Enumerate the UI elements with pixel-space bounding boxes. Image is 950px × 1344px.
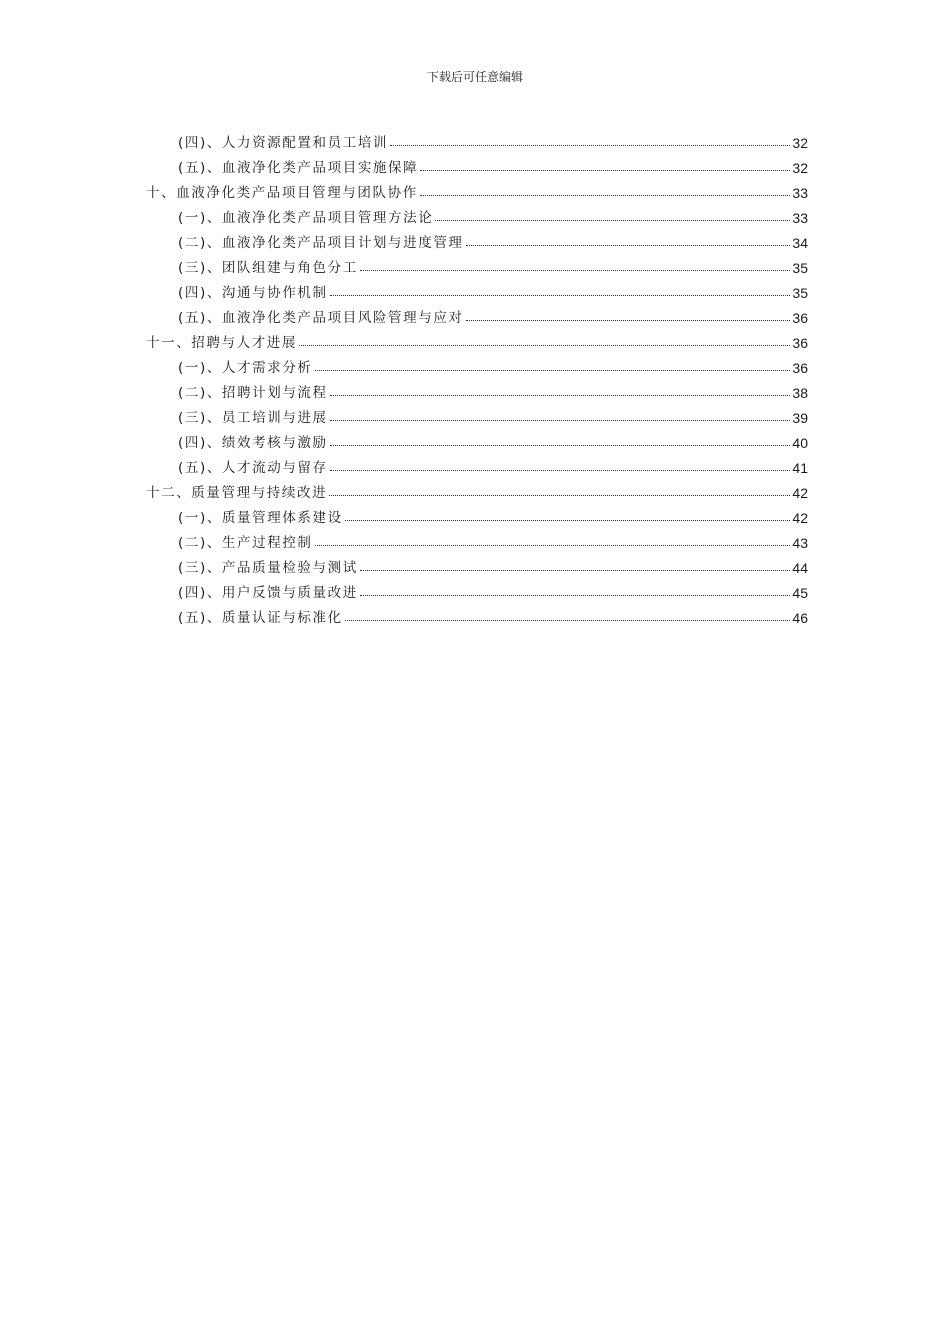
toc-chapter-entry[interactable]	[146, 176, 808, 201]
toc-page-number: 43	[792, 535, 808, 551]
toc-entry-title: (二)、招聘计划与流程	[178, 385, 328, 401]
toc-entry-title: (五)、人才流动与留存	[178, 460, 328, 476]
toc-entry-title: (一)、质量管理体系建设	[178, 510, 343, 526]
toc-dot-leader	[330, 295, 791, 296]
toc-section-entry[interactable]	[146, 351, 808, 376]
toc-dot-leader	[345, 620, 791, 621]
toc-dot-leader	[330, 395, 791, 396]
toc-page-number: 41	[792, 460, 808, 476]
toc-section-entry[interactable]	[146, 501, 808, 526]
table-of-contents	[146, 126, 808, 626]
toc-dot-leader	[315, 545, 791, 546]
toc-dot-leader	[360, 270, 791, 271]
toc-entry-title: 十、血液净化类产品项目管理与团队协作	[146, 185, 418, 201]
toc-dot-leader	[390, 145, 790, 146]
toc-section-entry[interactable]	[146, 226, 808, 251]
toc-page-number: 33	[792, 210, 808, 226]
toc-entry-title: (一)、血液净化类产品项目管理方法论	[178, 210, 434, 226]
toc-chapter-entry[interactable]	[146, 476, 808, 501]
toc-section-entry[interactable]	[146, 426, 808, 451]
toc-entry-title: (五)、血液净化类产品项目实施保障	[178, 160, 419, 176]
toc-dot-leader	[466, 320, 791, 321]
toc-entry-title: (二)、血液净化类产品项目计划与进度管理	[178, 235, 464, 251]
toc-page-number: 33	[792, 185, 808, 201]
toc-section-entry[interactable]	[146, 526, 808, 551]
toc-dot-leader	[466, 245, 791, 246]
toc-entry-title: 十一、招聘与人才进展	[146, 335, 297, 351]
toc-entry-title: 十二、质量管理与持续改进	[146, 485, 328, 501]
toc-page-number: 32	[792, 160, 808, 176]
toc-page-number: 39	[792, 410, 808, 426]
toc-section-entry[interactable]	[146, 451, 808, 476]
toc-entry-title: (四)、用户反馈与质量改进	[178, 585, 358, 601]
toc-dot-leader	[330, 445, 791, 446]
toc-entry-title: (三)、团队组建与角色分工	[178, 260, 358, 276]
toc-dot-leader	[360, 595, 791, 596]
toc-page-number: 40	[792, 435, 808, 451]
toc-page-number: 32	[792, 135, 808, 151]
toc-dot-leader	[330, 470, 791, 471]
toc-page-number: 36	[792, 360, 808, 376]
toc-section-entry[interactable]	[146, 201, 808, 226]
toc-page-number: 36	[792, 335, 808, 351]
toc-entry-title: (四)、人力资源配置和员工培训	[178, 135, 389, 151]
toc-section-entry[interactable]	[146, 376, 808, 401]
toc-page-number: 44	[792, 560, 808, 576]
toc-entry-title: (三)、员工培训与进展	[178, 410, 328, 426]
toc-page-number: 36	[792, 310, 808, 326]
toc-section-entry[interactable]	[146, 576, 808, 601]
toc-entry-title: (四)、沟通与协作机制	[178, 285, 328, 301]
toc-dot-leader	[420, 195, 791, 196]
toc-page-number: 46	[792, 610, 808, 626]
toc-dot-leader	[315, 370, 791, 371]
toc-section-entry[interactable]	[146, 301, 808, 326]
toc-section-entry[interactable]	[146, 126, 808, 151]
toc-entry-title: (五)、质量认证与标准化	[178, 610, 343, 626]
toc-section-entry[interactable]	[146, 551, 808, 576]
toc-page-number: 38	[792, 385, 808, 401]
toc-page-number: 42	[792, 510, 808, 526]
toc-dot-leader	[420, 170, 790, 171]
toc-page-number: 42	[792, 485, 808, 501]
toc-dot-leader	[330, 420, 791, 421]
page-header: 下载后可任意编辑	[426, 70, 523, 84]
toc-dot-leader	[329, 495, 790, 496]
toc-dot-leader	[360, 570, 791, 571]
toc-section-entry[interactable]	[146, 401, 808, 426]
toc-page-number: 35	[792, 260, 808, 276]
toc-chapter-entry[interactable]	[146, 326, 808, 351]
toc-entry-title: (一)、人才需求分析	[178, 360, 313, 376]
toc-entry-title: (五)、血液净化类产品项目风险管理与应对	[178, 310, 464, 326]
toc-entry-title: (四)、绩效考核与激励	[178, 435, 328, 451]
toc-dot-leader	[435, 220, 790, 221]
toc-entry-title: (二)、生产过程控制	[178, 535, 313, 551]
toc-dot-leader	[345, 520, 791, 521]
toc-page-number: 34	[792, 235, 808, 251]
toc-page-number: 45	[792, 585, 808, 601]
toc-section-entry[interactable]	[146, 276, 808, 301]
toc-entry-title: (三)、产品质量检验与测试	[178, 560, 358, 576]
toc-section-entry[interactable]	[146, 151, 808, 176]
toc-section-entry[interactable]	[146, 601, 808, 626]
toc-page-number: 35	[792, 285, 808, 301]
toc-section-entry[interactable]	[146, 251, 808, 276]
toc-dot-leader	[299, 345, 790, 346]
